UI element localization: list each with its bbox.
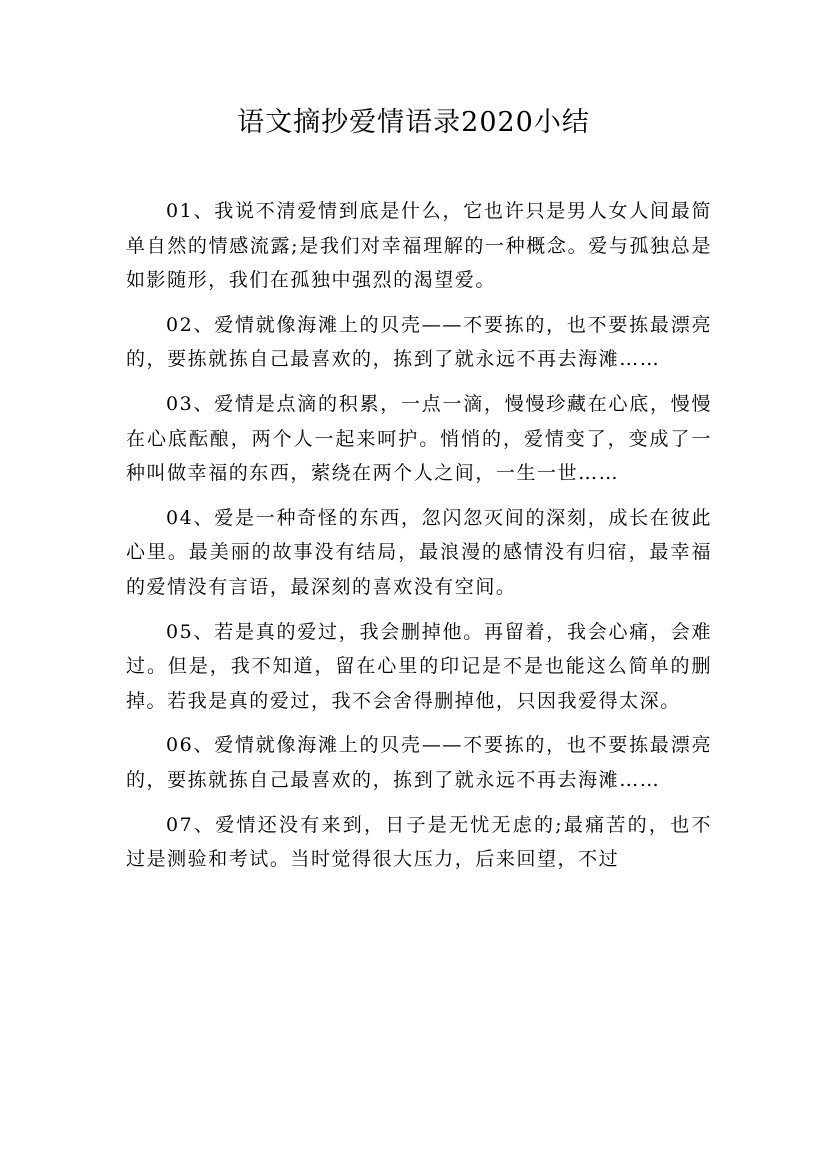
document-body [126, 194, 712, 887]
paragraph-01: 01、我说不清爱情到底是什么，它也许只是男人女人间最简单自然的情感流露;是我们对幸福理解的一种概念。爱与孤独总是如影随形，我们在孤独中强烈的渴望爱。 [126, 200, 712, 292]
paragraph-05: 05、若是真的爱过，我会删掉他。再留着，我会心痛，会难过。但是，我不知道，留在心里的印记是不是也能这么简单的删掉。若我是真的爱过，我不会舍得删掉他，只因我爱得太深。 [126, 620, 712, 712]
paragraph-07: 07、爱情还没有来到，日子是无忧无虑的;最痛苦的，也不过是测验和考试。当时觉得很大压力，后来回望，不过 [126, 813, 712, 871]
paragraph-03: 03、爱情是点滴的积累，一点一滴，慢慢珍藏在心底，慢慢在心底酝酿，两个人一起来呵护。悄悄的，爱情变了，变成了一种叫做幸福的东西，萦绕在两个人之间，一生一世…… [126, 392, 712, 485]
paragraph-02: 02、爱情就像海滩上的贝壳——不要拣的，也不要拣最漂亮的，要拣就拣自己最喜欢的，拣到了就永远不再去海滩…… [126, 313, 712, 371]
document-title: 语文摘抄爱情语录2020小结 [237, 107, 590, 138]
paragraph-04: 04、爱是一种奇怪的东西，忽闪忽灭间的深刻，成长在彼此心里。最美丽的故事没有结局，最浪漫的感情没有归宿，最幸福的爱情没有言语，最深刻的喜欢没有空间。 [126, 506, 712, 598]
paragraph-06: 06、爱情就像海滩上的贝壳——不要拣的，也不要拣最漂亮的，要拣就拣自己最喜欢的，拣到了就永远不再去海滩…… [126, 734, 712, 791]
